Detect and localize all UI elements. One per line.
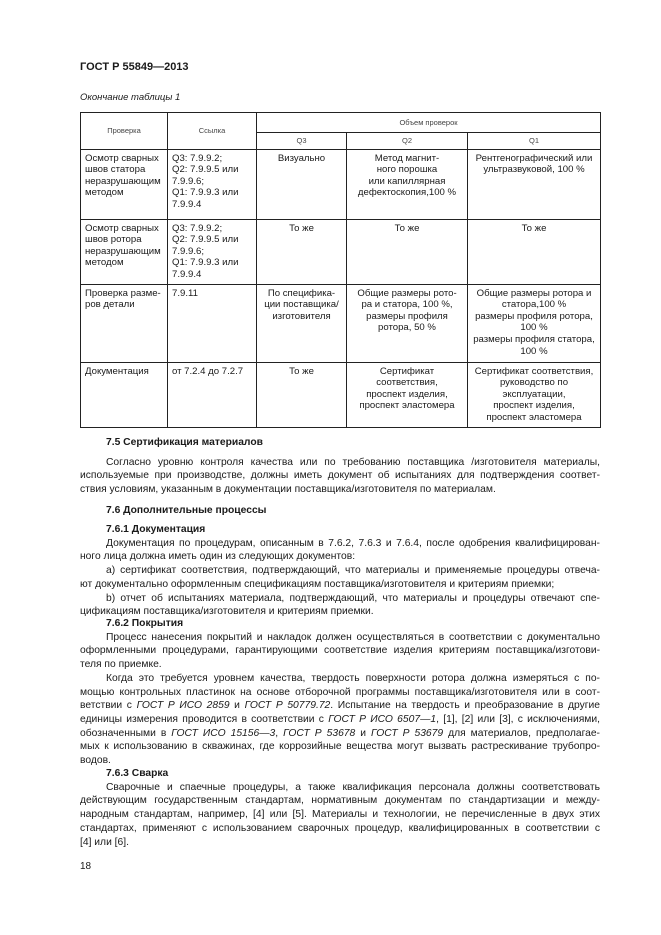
cell-line: По специфика- [267,287,336,299]
text-line: стандартах, применяют с использованием сварочных процедур, квалифицированных в соответствии с [80,822,600,834]
cell-line: 7.9.11 [172,287,198,299]
cell-line: 7.9.9.6; [172,245,205,257]
cell-line: ного порошка [376,164,438,176]
section [80,617,600,768]
cell-line: проспект эластомера [359,400,455,412]
section-heading: 7.6.3 Сварка [106,768,169,779]
cell-line: Q3: 7.9.9.2; [172,222,223,234]
section [80,767,600,849]
text-line: Процесс нанесения покрытий и накладок должен осуществляться в соответствии с документально [106,631,600,643]
cell-q1 [468,149,601,219]
col-header-check: Проверка [81,113,168,150]
text-line: народным стандартам, например, [4] или [5]. Материалы и технологии, не перечисленные в двух этих [80,809,600,821]
text-line: Документация по процедурам, описанным в 7.6.2, 7.6.3 и 7.6.4, после одобрения квалифицирован- [106,537,600,549]
standard-reference: ГОСТ Р 50779.72 [244,700,331,712]
cell-check: Документация [81,362,168,427]
cell-line: Общие размеры ротора и [476,287,592,299]
section-heading: 7.6 Дополнительные процессы [106,505,267,516]
text-line: Согласно уровню контроля качества или по требованию поставщика /изготовителя материалы, [106,456,600,468]
cell-line: от 7.2.4 до 7.2.7 [172,365,244,377]
cell-line: 7.9.9.6; [172,175,205,187]
cell-check: Осмотр сварных швов статора неразрушающим методом [81,149,168,219]
page-number: 18 [80,861,92,872]
cell-q3 [257,219,347,284]
text-line: ветствии с ГОСТ Р ИСО 2859 и ГОСТ Р 50779.72. Испытание на твердость и преобразование в другие [80,700,600,712]
cell-line: размеры профиля ротора, [475,310,593,322]
cell-line: Сертификат [379,365,435,377]
col-header-q3: Q3 [257,133,347,150]
cell-line: Q2: 7.9.9.5 или [172,234,239,246]
paragraph [80,781,600,850]
standard-reference: ГОСТ Р ИСО 2859 [136,700,230,712]
text-line: теля по приемке. [80,659,162,671]
cell-check: Проверка разме- ров детали [81,284,168,362]
text-line: действующим государственным стандартам, нормативным документам по стандартизации и между- [80,795,600,807]
cell-q2 [347,219,468,284]
text-line: а) сертификат соответствия, подтверждающий, что материалы и применяемые процедуры отвеча- [106,565,600,577]
table-row [81,219,601,284]
standard-reference: ГОСТ Р 53678 [283,727,356,739]
cell-line: ции поставщика/ [264,299,339,311]
cell-line: соответствия, [376,377,438,389]
cell-ref [168,284,257,362]
table-row [81,362,601,427]
cell-line: Визуально [277,152,326,164]
cell-line: Метод магнит- [374,152,440,164]
table-row [81,149,601,219]
cell-line: 7.9.9.4 [172,198,202,210]
cell-line: руководство по [499,377,569,389]
text-line: ют документально оформленным спецификациям поставщика/изготовителя и критериям приемки; [80,578,555,590]
text-line: Когда это требуется уровнем качества, твердость поверхности ротора должна измеряться с по- [106,672,600,684]
cell-q2 [347,149,468,219]
cell-line: ультразвуковой, 100 % [483,164,585,176]
section-heading: 7.6.1 Документация [106,524,206,535]
cell-line: То же [289,222,314,234]
section [80,504,600,518]
section-heading: 7.5 Сертификация материалов [106,437,263,448]
cell-line: размеры профиля [366,310,448,322]
section-heading: 7.6.2 Покрытия [106,618,184,629]
text-line: ного лица должна иметь один из следующих документов: [80,551,356,563]
cell-line: размеры профиля статора, [473,333,595,345]
cell-line: Сертификат соответствия, [474,365,594,377]
paragraph [80,631,600,672]
cell-line: То же [394,222,420,234]
text-line: цификациям поставщика/изготовителя и критериям приемки. [80,606,374,618]
text-line: обозначенными в ГОСТ ИСО 15156—3, ГОСТ Р 53678 и ГОСТ Р 53679 для материалов, предполагае- [80,727,600,739]
cell-line: статора,100 % [501,299,567,311]
cell-ref [168,362,257,427]
cell-line: проспект изделия, [366,388,448,400]
col-header-ref: Ссылка [168,113,257,150]
cell-q2 [347,284,468,362]
text-line: используемые при производстве, должны иметь документ об испытаниях для подтверждения соответ- [80,470,600,482]
cell-ref [168,219,257,284]
standard-reference: ГОСТ ИСО 15156—3 [171,727,276,739]
section [80,436,600,497]
text-line: оформленными процедурами, гарантирующими соответствие изделия критериям поставщика/изготови- [80,645,600,657]
cell-line: Q1: 7.9.9.3 или [172,187,239,199]
paragraph [80,564,600,591]
paragraph [80,592,600,619]
paragraph [80,456,600,497]
cell-q1 [468,362,601,427]
cell-line: Q2: 7.9.9.5 или [172,164,239,176]
cell-q1 [468,284,601,362]
text-line: единицы измерения проводится в соответствии с ГОСТ Р ИСО 6507—1, [1], [2] или [3], с исключениями, [80,713,600,725]
cell-line: 7.9.9.4 [172,268,202,280]
cell-line: изготовителя [272,310,331,322]
paragraph [80,672,600,768]
cell-line: проспект эластомера [486,411,582,423]
text-line: ствия условиям, указанным в документации поставщика/изготовителя по материалам. [80,484,496,496]
cell-line: дефектоскопия,100 % [357,187,457,199]
table-caption: Окончание таблицы 1 [80,92,181,103]
document-header: ГОСТ Р 55849—2013 [80,61,189,73]
col-header-q1: Q1 [468,133,601,150]
cell-q3 [257,362,347,427]
table-row [81,284,601,362]
cell-line: ра и статора, 100 %, [361,299,453,311]
cell-line: эксплуатации, [502,388,566,400]
cell-line: 100 % [520,345,548,357]
cell-line: ротора, 50 % [378,322,436,334]
col-header-q2: Q2 [347,133,468,150]
paragraph [80,537,600,564]
text-line: [4] или [6]. [80,836,129,848]
cell-line: Рентгенографический или [475,152,593,164]
cell-ref [168,149,257,219]
col-header-scope: Объем проверок [257,113,601,133]
inspection-table [80,112,601,428]
cell-line: Общие размеры рото- [357,287,457,299]
cell-check: Осмотр сварных швов ротора неразрушающим методом [81,219,168,284]
text-line: мых к использованию в скважинах, где коррозийные вещества могут вызвать растрескивание трубопро- [80,741,600,753]
cell-line: То же [289,365,314,377]
cell-line: Q3: 7.9.9.2; [172,152,223,164]
cell-line: То же [521,222,547,234]
cell-line: Q1: 7.9.9.3 или [172,257,239,269]
text-line: Сварочные и спаечные процедуры, а также квалификация персонала должны соответствовать [106,781,600,793]
standard-reference: ГОСТ Р 53679 [370,727,444,739]
cell-q3 [257,284,347,362]
cell-line: проспект изделия, [493,400,575,412]
text-line: водов. [80,755,111,767]
text-line: мощью контрольных пластинок на основе отборочной программы поставщика/изготовителя или в соот- [80,686,600,698]
cell-line: 100 % [520,322,548,334]
text-line: b) отчет об испытаниях материала, подтверждающий, что материалы и процедуры отвечают спе- [106,592,600,604]
cell-q1 [468,219,601,284]
section [80,523,600,619]
cell-q3 [257,149,347,219]
standard-reference: ГОСТ Р ИСО 6507—1 [328,713,437,725]
cell-q2 [347,362,468,427]
cell-line: или капиллярная [368,175,446,187]
